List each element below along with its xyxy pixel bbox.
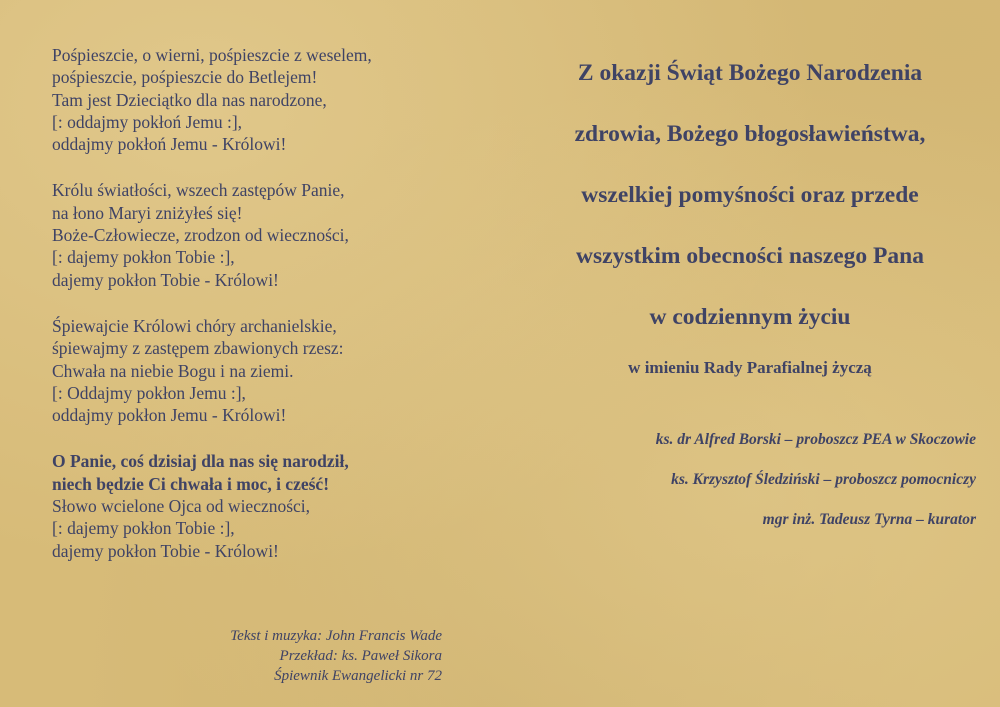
hymn-line: Słowo wcielone Ojca od wieczności, — [52, 496, 311, 517]
hymn-stanza-1 — [52, 44, 472, 155]
greeting-line: wszystkim obecności naszego Pana — [576, 243, 924, 269]
hymn-line: [: dajemy pokłon Tobie :], — [52, 518, 235, 539]
hymn-line: śpiewajmy z zastępem zbawionych rzesz: — [52, 338, 344, 359]
hymn-line: Boże-Człowiecze, zrodzon od wieczności, — [52, 225, 349, 246]
credit-author: Tekst i muzyka: John Francis Wade — [230, 628, 442, 644]
greeting-block — [520, 58, 980, 379]
signatures — [656, 430, 976, 550]
hymn-text — [52, 44, 472, 586]
credit-translation: Przekład: ks. Paweł Sikora — [279, 648, 442, 664]
hymn-credits — [230, 626, 442, 686]
hymn-line: Chwała na niebie Bogu i na ziemi. — [52, 360, 294, 381]
hymn-line: Tam jest Dzieciątko dla nas narodzone, — [52, 89, 327, 110]
signature-curator: mgr inż. Tadeusz Tyrna – kurator — [762, 511, 976, 528]
signature-pastor: ks. dr Alfred Borski – proboszcz PEA w Skoczowie — [655, 431, 976, 448]
hymn-line: [: Oddajmy pokłon Jemu :], — [52, 382, 246, 403]
hymn-line-bold: O Panie, coś dzisiaj dla nas się narodził, — [52, 451, 349, 472]
hymn-line: oddajmy pokłon Jemu - Królowi! — [52, 405, 287, 426]
hymn-line: dajemy pokłon Tobie - Królowi! — [52, 540, 279, 561]
hymn-line: dajemy pokłon Tobie - Królowi! — [52, 269, 279, 290]
hymn-line: Śpiewajcie Królowi chóry archanielskie, — [52, 315, 337, 336]
hymn-line: [: dajemy pokłon Tobie :], — [52, 247, 235, 268]
hymn-stanza-4 — [52, 450, 472, 561]
hymn-line-bold: niech będzie Ci chwała i moc, i cześć! — [52, 473, 330, 494]
hymn-line: na łono Maryi zniżyłeś się! — [52, 202, 243, 223]
hymn-stanza-2 — [52, 179, 472, 290]
hymn-line: Królu światłości, wszech zastępów Panie, — [52, 180, 345, 201]
signature-assistant-pastor: ks. Krzysztof Śledziński – proboszcz pomocniczy — [671, 471, 976, 488]
credit-songbook: Śpiewnik Ewangelicki nr 72 — [274, 668, 442, 684]
hymn-line: [: oddajmy pokłoń Jemu :], — [52, 111, 243, 132]
hymn-line: Pośpieszcie, o wierni, pośpieszcie z weselem, — [52, 45, 372, 65]
greeting-line: zdrowia, Bożego błogosławieństwa, — [574, 121, 926, 147]
greeting-line: w codziennym życiu — [649, 304, 851, 330]
hymn-stanza-3 — [52, 315, 472, 426]
on-behalf-line: w imieniu Rady Parafialnej życzą — [628, 358, 872, 377]
hymn-line: pośpieszcie, pośpieszcie do Betlejem! — [52, 67, 318, 88]
greeting-line: wszelkiej pomyśności oraz przede — [581, 182, 919, 208]
greeting-line: Z okazji Świąt Bożego Narodzenia — [577, 60, 923, 86]
hymn-line: oddajmy pokłoń Jemu - Królowi! — [52, 134, 287, 155]
